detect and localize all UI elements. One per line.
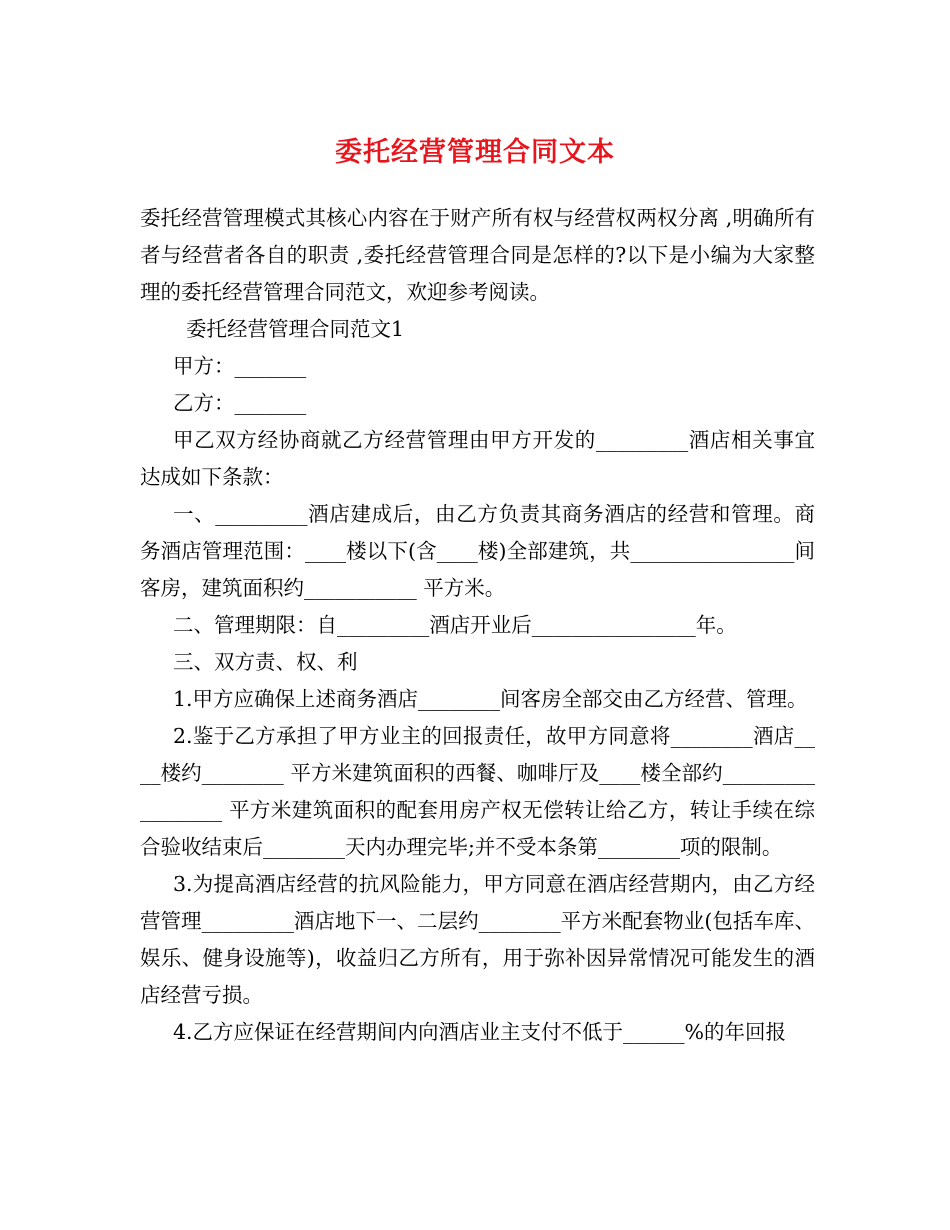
clause-1-paragraph: 一、_________酒店建成后，由乙方负责其商务酒店的经营和管理。商务酒店管理范围：____楼以下(含____楼)全部建筑，共________________间客房，建筑面积约___________ 平方米。 (140, 502, 815, 600)
preamble-paragraph: 甲乙双方经协商就乙方经营管理由甲方开发的_________酒店相关事宜达成如下条款： (140, 428, 815, 489)
item-2-paragraph: 2.鉴于乙方承担了甲方业主的回报责任，故甲方同意将________酒店____楼约________ 平方米建筑面积的西餐、咖啡厅及____楼全部约_________________ 平方米建筑面积的配套用房产权无偿转让给乙方，转让手续在综合验收结束后________天内办理完毕;并不受本条第________项的限制。 (140, 724, 815, 859)
item-4-paragraph: 4.乙方应保证在经营期间内向酒店业主支付不低于______%的年回报 (173, 1020, 787, 1044)
item-3-paragraph: 3.为提高酒店经营的抗风险能力，甲方同意在酒店经营期内，由乙方经营管理_________酒店地下一、二层约________平方米配套物业(包括车库、娱乐、健身设施等)，收益归乙方所有，用于弥补因异常情况可能发生的酒店经营亏损。 (140, 872, 815, 1007)
party-a-line: 甲方：_______ (173, 354, 307, 378)
clause-2-paragraph: 二、管理期限：自_________酒店开业后________________年。 (173, 613, 737, 637)
intro-paragraph: 委托经营管理模式其核心内容在于财产所有权与经营权两权分离 ,明确所有者与经营者各自的职责 ,委托经营管理合同是怎样的?以下是小编为大家整理的委托经营管理合同范文，欢迎参考阅读。 (140, 206, 815, 304)
section-heading: 委托经营管理合同范文1 (186, 317, 405, 341)
document-body (140, 200, 815, 1051)
document-title: 委托经营管理合同文本 (335, 137, 615, 168)
clause-3-heading: 三、双方责、权、利 (173, 650, 358, 674)
party-b-line: 乙方：_______ (173, 391, 307, 415)
item-1-paragraph: 1.甲方应确保上述商务酒店________间客房全部交由乙方经营、管理。 (173, 687, 808, 711)
